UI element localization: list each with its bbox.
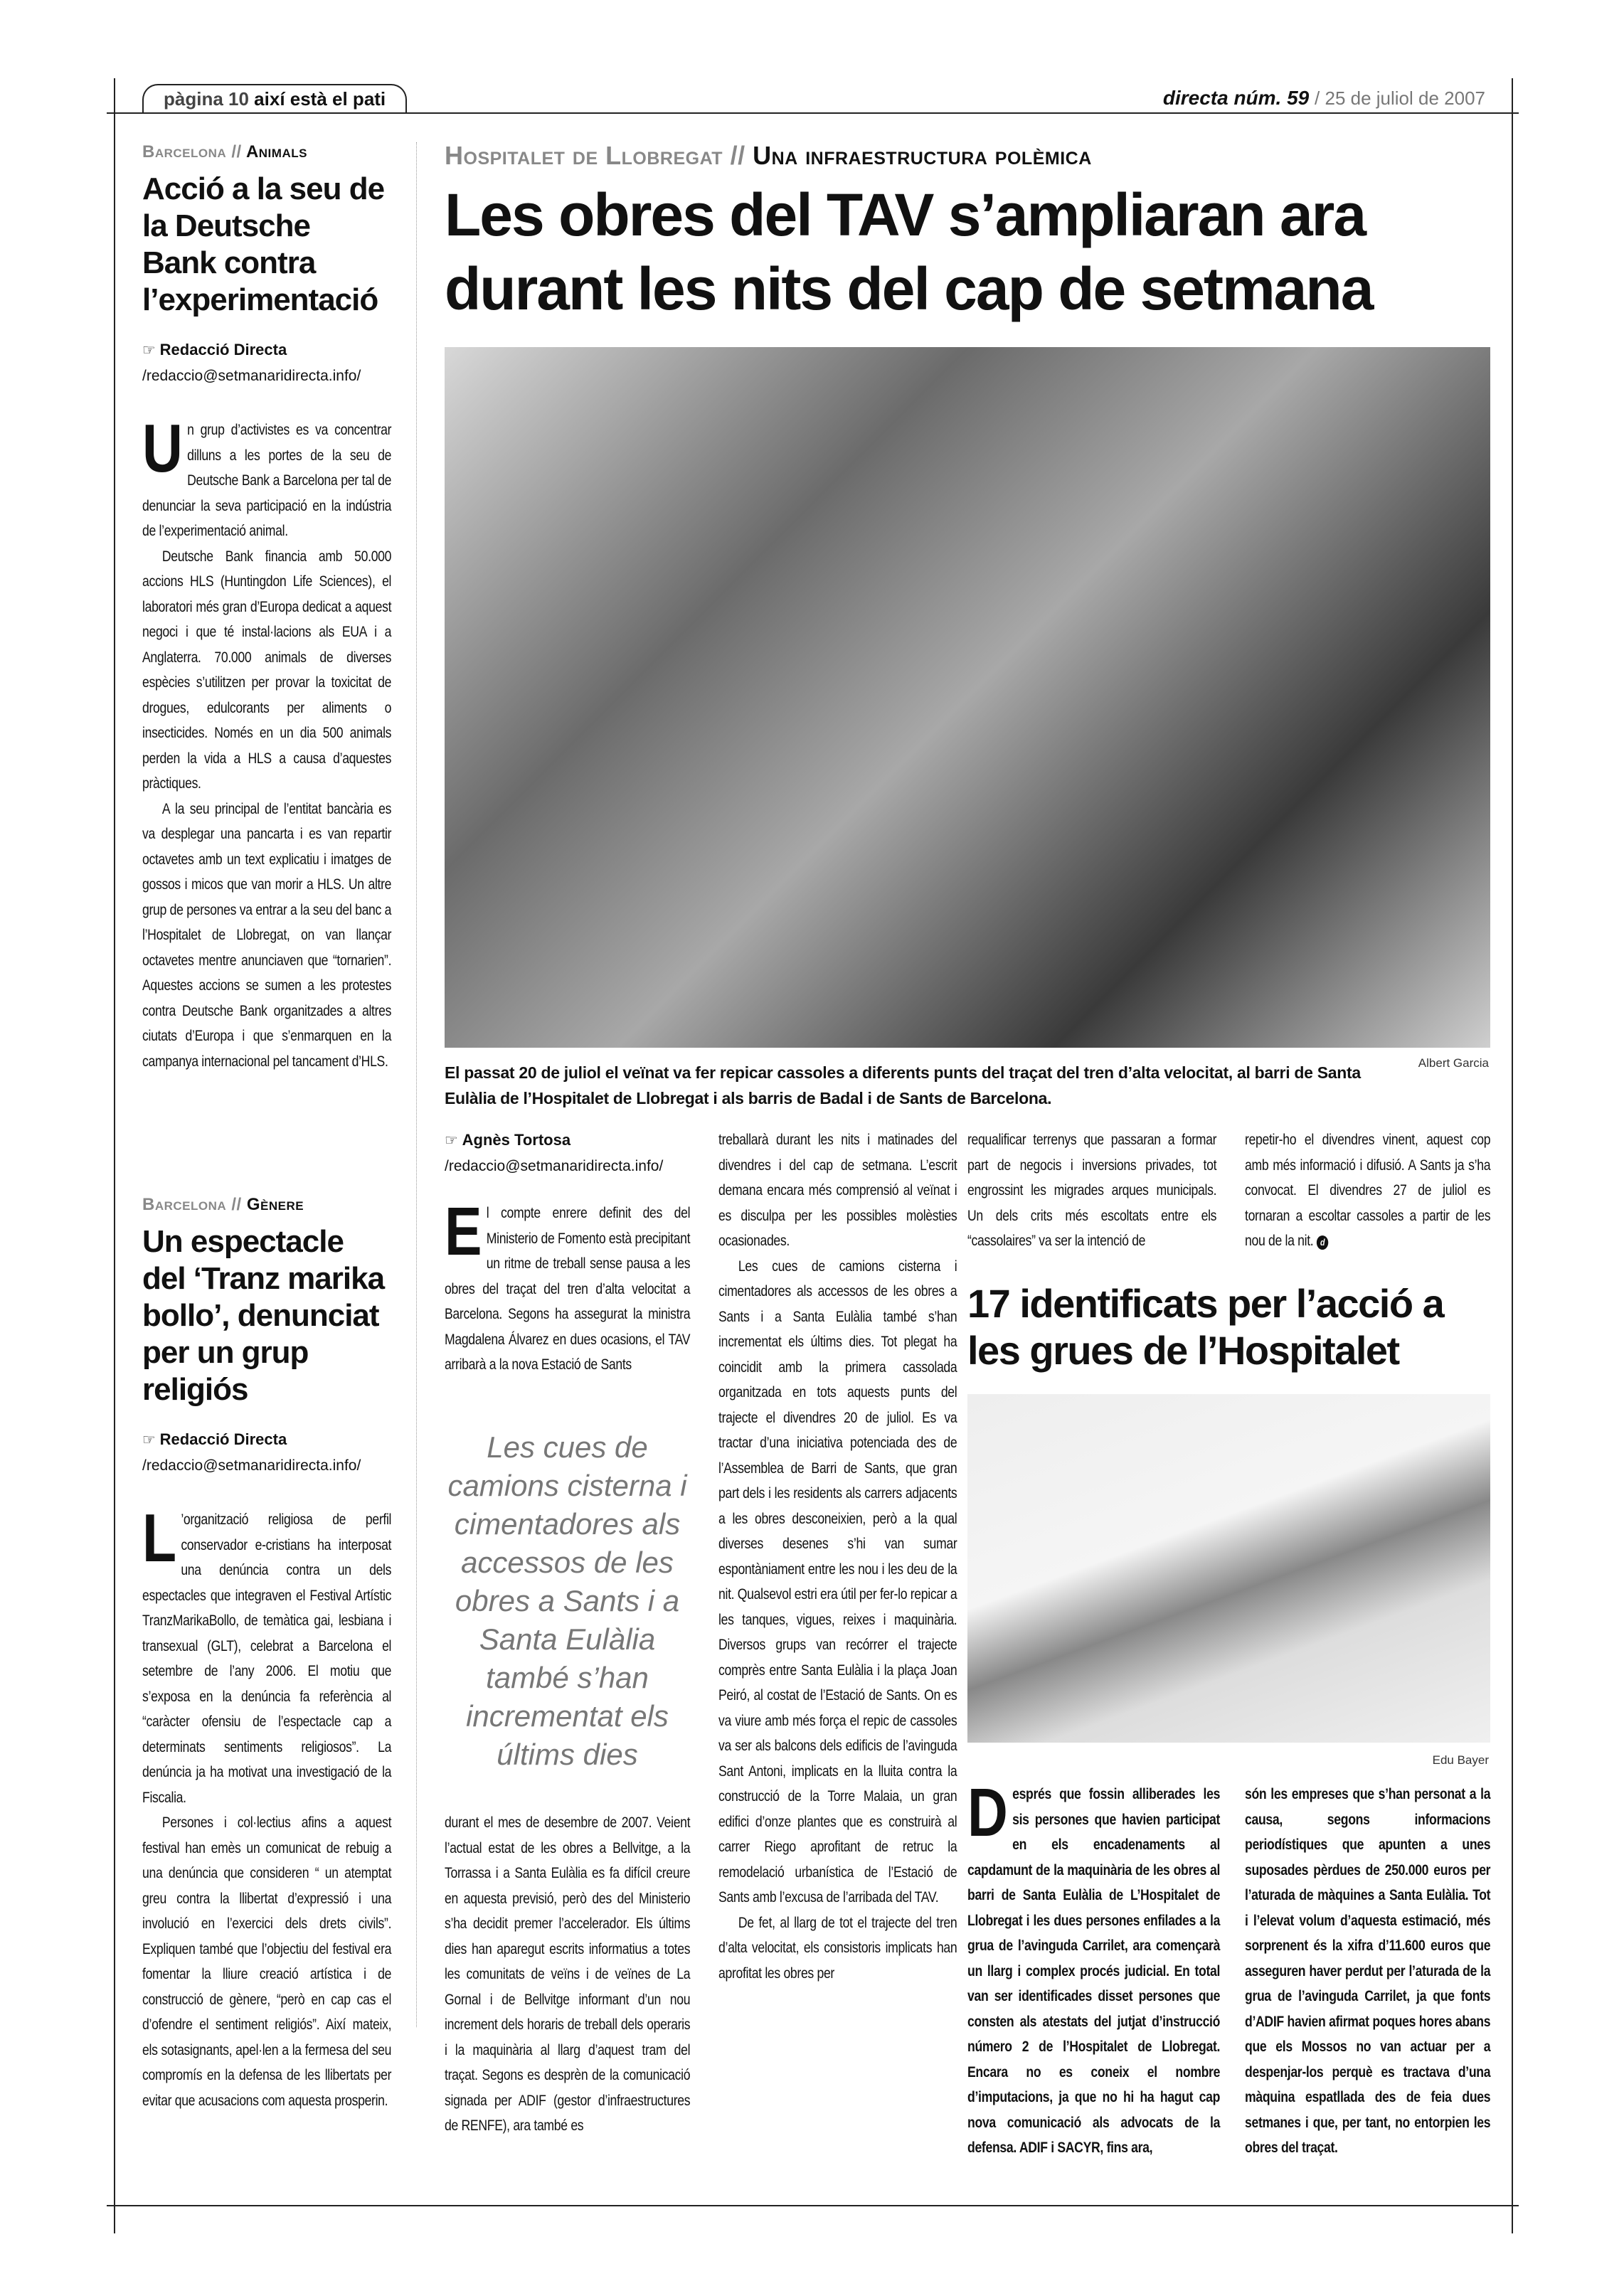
paragraph: A la seu principal de l’entitat bancària es va desplegar una pancarta i es van repartir octavetes amb un text explicatiu i imatges de gossos i micos que van morir a HLS. Un altre grup de persones va entrar a la seu del banc a l’Hospitalet de Llobregat, on van llançar octavetes mentre anunciaven que “tornarien”. Aquestes accions se sumen a les protestes contra Deutsche Bank organitzades a altres ciutats d’Europa i que s’enmarquen en la campanya internacional pel tancament d’HLS. — [142, 799, 392, 1070]
paragraph: ’organització religiosa de perfil conservador e-cristians ha interposat una denúncia contra un dels espectacles que integraven el Festival Artístic TranzMarikaBollo, de temàtica gai, lesbiana i transexual (GLT), celebrat a Barcelona el setembre de l’any 2006. El motiu que s’exposa en la denúncia fa referència al “caràcter ofensiu de l’espectacle cap a determinats sentiments religiosos”. La denúncia ja ha motivat una investigació de la Fiscalia. — [142, 1511, 392, 1806]
second-column-1 — [967, 1775, 1221, 2156]
drop-cap: L — [142, 1500, 176, 1576]
paragraph: De fet, al llarg de tot el trajecte del tren d’alta velocitat, els consistoris implicats han aprofitat les obres per — [718, 1913, 957, 1982]
author-email[interactable]: /redaccio@setmanaridirecta.info/ — [142, 368, 361, 384]
second-headline: 17 identificats per l’acció a les grues de l’Hospitalet — [967, 1281, 1444, 1373]
byline — [445, 1127, 690, 1179]
article-title: Un espectacle del ‘Tranz marika bollo’, denunciat per un grup religiós — [142, 1224, 385, 1407]
paragraph: n grup d’activistes es va concentrar dilluns a les portes de la seu de Deutsche Bank a Barcelona per tal de denunciar la seva participació en la indústria de l’experimentació animal. — [142, 421, 392, 539]
column-divider — [416, 142, 417, 2027]
author-email[interactable]: /redaccio@setmanaridirecta.info/ — [142, 1457, 361, 1474]
paragraph: durant el mes de desembre de 2007. Veient l’actual estat de les obres a Bellvitge, a la Torrassa i a Santa Eulàlia es fa difícil creure en aquesta previsió, però des del Ministerio s’ha decidit premer l’accelerador. Els últims dies han aparegut escrits informatius a totes les comunitats de veïns i de veïnes de La Gornal i de Bellvitge informant d’un nou increment dels horaris de treball dels operaris i la maquinària al llarg d’aquest tram del traçat. Segons es desprèn de la comunicació signada per ADIF (gestor d’infraestructures de RENFE), ara també es — [445, 1814, 691, 2134]
main-column-2 — [718, 1127, 957, 2066]
author-name: Redacció Directa — [159, 341, 287, 358]
kicker — [142, 142, 391, 162]
footer-rule — [107, 2205, 1519, 2206]
article-body — [142, 1500, 392, 2109]
drop-cap: U — [142, 410, 183, 487]
photo-caption: El passat 20 de juliol el veïnat va fer repicar cassoles a diferents punts del traçat del tren d’alta velocitat, al barri de Santa Eulàlia de l’Hospitalet de Llobregat i als barris de Badal i de Sants de Barcelona. — [445, 1063, 1361, 1107]
pull-quote: Les cues de camions cisterna i cimentadores als accessos de les obres a Sants i a Santa Eulàlia també s’han incrementat els últims dies — [447, 1430, 687, 1771]
kicker-topic: Una infraestructura polèmica — [753, 141, 1092, 170]
issue-info — [1163, 87, 1485, 110]
kicker — [142, 1195, 391, 1215]
paragraph: treballarà durant les nits i matinades del divendres i del cap de setmana. L’escrit demana encara més comprensió al veïnat i es disculpa per les possibles molèsties ocasionades. — [718, 1131, 957, 1249]
byline — [142, 337, 391, 389]
hand-pointer-icon: ☞ — [142, 1432, 156, 1448]
section-name: així està el pati — [254, 88, 386, 110]
kicker-topic: Animals — [245, 142, 307, 161]
margin-line-left — [114, 78, 115, 2233]
author-name: Redacció Directa — [159, 1430, 287, 1448]
kicker-topic: Gènere — [246, 1195, 304, 1214]
page-number: pàgina 10 — [164, 88, 249, 110]
main-column-1-continued — [445, 1810, 691, 2134]
paragraph: Les cues de camions cisterna i cimentadores als accessos de les obres a Sants i a Santa Eulàlia també s’han incrementat els últims dies. Tot plegat ha coincidit amb la primera cassolada organitzada en tots aquests punts del trajecte el divendres 20 de juliol. Es va tractar d’una iniciativa potenciada des de l’Assemblea de Barri de Sants, que gran part dels i les residents als carrers adjacents a les obres desconeixien, però a la qual diverses desenes s’hi van sumar espontàniament entre les nou i les deu de la nit. Qualsevol estri era útil per fer-lo repicar a les tanques, vigues, reixes i maquinària. Diversos grups van recórrer el trajecte comprès entre Santa Eulàlia i la plaça Joan Peiró, al costat de l’Estació de Sants. On es va viure amb més força el repic de cassoles va ser als balcons dels edificis de l’avinguda Sant Antoni, implicats en la lluita contra la construcció de la Torre Malaia, un gran edifici d’onze plantes que es construirà al carrer Riego aprofitant de retruc la remodelació urbanística de l’Estació de Sants amb l’excusa de l’arribada del TAV. — [718, 1257, 957, 1906]
article-body — [445, 1194, 691, 1407]
second-column-2 — [1245, 1782, 1491, 2156]
byline — [142, 1427, 391, 1479]
paragraph: Deutsche Bank financia amb 50.000 accions HLS (Huntingdon Life Sciences), el laboratori més gran d’Europa dedicat a aquest negoci i que té instal·lacions als EUA i a Anglaterra. 70.000 animals de diverses espècies s’utilitzen per provar la toxicitat de drogues, edulcorants per aliments o insecticides. Només en un dia 500 animals perden la vida a HLS a causa d’aquestes pràctiques. — [142, 547, 392, 792]
hand-pointer-icon: ☞ — [142, 342, 156, 358]
photo-credit: Edu Bayer — [1432, 1753, 1489, 1767]
main-column-4 — [1245, 1127, 1490, 1270]
drop-cap: E — [445, 1194, 482, 1270]
author-email[interactable]: /redaccio@setmanaridirecta.info/ — [445, 1158, 664, 1174]
kicker-place: Barcelona // — [142, 1195, 242, 1214]
paragraph: repetir-ho el divendres vinent, aquest cop amb més informació i difusió. A Sants ja s’ha convocat. El divendres 27 de juliol es tornaran a escoltar cassoles a partir de les nou de la nit. — [1245, 1131, 1491, 1249]
left-article-animals — [142, 142, 391, 1186]
kicker-place: Barcelona // — [142, 142, 242, 161]
paragraph: Persones i col·lectius afins a aquest festival han emès un comunicat de rebuig a una denúncia que consideren “ un atemptat greu contra la llibertat d’expressió i una involució en l’exercici dels drets civils”. Expliquen també que l’objectiu del festival era fomentar la lliure creació artística i de construcció de gènere, “però en cap cas el d’ofendre el sentiment religiós”. Així mateix, els sotasignants, apel·len a la fermesa del seu compromís en la defensa de les llibertats per evitar que acusacions com aquesta prosperin. — [142, 1814, 392, 2109]
paragraph: l compte enrere definit des del Ministerio de Fomento està precipitant un ritme de treball sense pausa a les obres del traçat del tren d’alta velocitat a Barcelona. Segons ha assegurat la ministra Magdalena Álvarez en dues ocasions, el TAV arribarà a la nova Estació de Sants — [445, 1204, 691, 1373]
crane-climbers-photo — [967, 1394, 1490, 1743]
kicker-place: Hospitalet de Llobregat // — [445, 141, 745, 170]
paragraph: són les empreses que s’han personat a la causa, segons informacions periodístiques que apunten a unes suposades pèrdues de 250.000 euros per l’aturada de màquines a Santa Eulàlia. Tot i l’elevat volum d’aquesta estimació, més sorprenent és la xifra d’11.600 euros que asseguren haver perdut per l’aturada de la grua de l’avinguda Carrilet, ja que fonts d’ADIF havien afirmat poques hores abans que els Mossos no van actuar per a despenjar-los perquè es tractava d’una màquina espatllada des de feia dues setmanes i que, per tant, no entorpien les obres del traçat. — [1245, 1785, 1491, 2156]
article-body — [142, 410, 392, 1186]
paragraph: requalificar terrenys que passaran a formar part de negocis i inversions privades, tot engrossint les migrades arques municipals. Un dels crits més escoltats entre els “cassolaires” va ser la intenció de — [967, 1131, 1217, 1249]
photo-credit: Albert Garcia — [1418, 1056, 1489, 1070]
hand-pointer-icon: ☞ — [445, 1132, 458, 1149]
article-title: Acció a la seu de la Deutsche Bank contra l’experimentació — [142, 171, 385, 317]
margin-line-right — [1512, 78, 1513, 2233]
left-article-gender — [142, 1195, 392, 2109]
drop-cap: D — [967, 1775, 1008, 1851]
paragraph: esprés que fossin alliberades les sis persones que havien participat en els encadenaments al capdamunt de la maquinària de les obres al barri de Santa Eulàlia de L’Hospitalet de Llobregat i les dues persones enfilades a la grua de l’avinguda Carrilet, ara començarà un llarg i complex procés judicial. En total van ser identificades disset persones que consten als atestats del jutjat d’instrucció número 2 de l’Hospitalet de Llobregat. Encara no es coneix el nombre d’imputacions, ja que no hi ha hagut cap nova comunicació als advocats de la defensa. ADIF i SACYR, fins ara, — [967, 1785, 1221, 2156]
publication-issue: directa núm. 59 — [1162, 87, 1310, 109]
crane-protest-photo — [445, 347, 1490, 1048]
main-headline: Les obres del TAV s’ampliaran ara durant les nits del cap de setmana — [445, 181, 1373, 322]
end-mark-icon: d — [1317, 1235, 1328, 1250]
main-column-3 — [967, 1127, 1216, 1270]
issue-date: / 25 de juliol de 2007 — [1315, 87, 1485, 109]
main-kicker — [445, 141, 1092, 171]
section-tab — [142, 84, 407, 114]
author-name: Agnès Tortosa — [462, 1131, 571, 1149]
main-column-1 — [445, 1127, 690, 1774]
